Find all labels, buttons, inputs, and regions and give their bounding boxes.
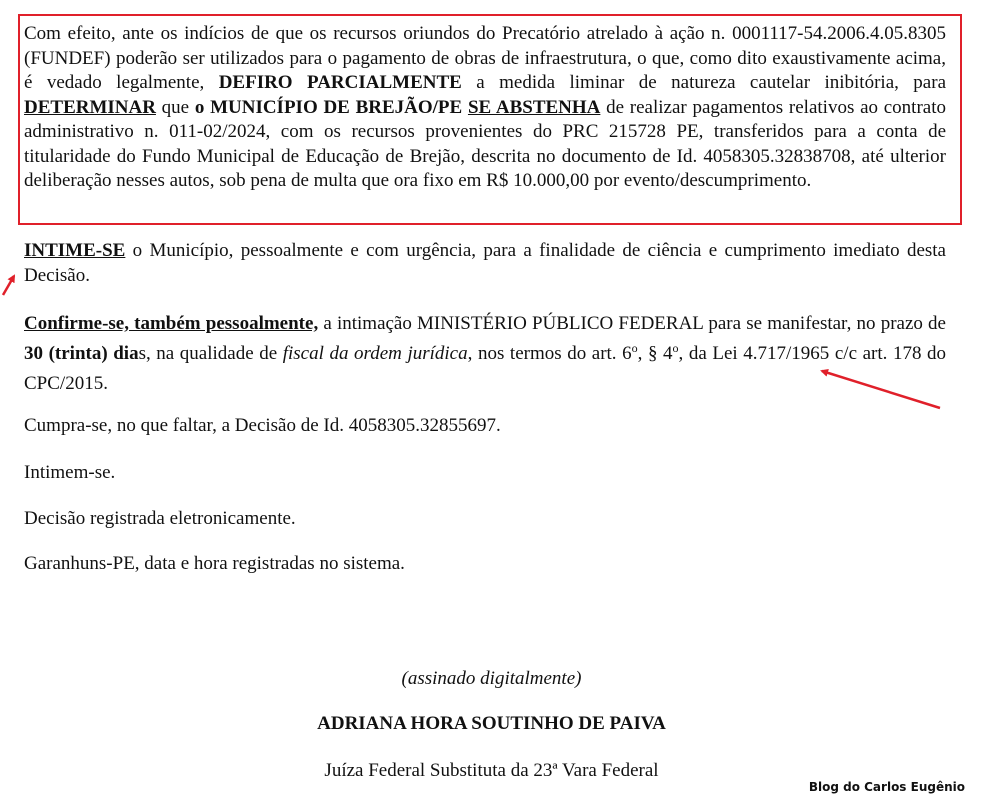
- determinar: DETERMINAR: [24, 96, 156, 118]
- confirme-text-2: s, na qualidade de: [138, 343, 283, 364]
- blog-watermark: Blog do Carlos Eugênio: [808, 780, 965, 794]
- intimem-se-line: Intimem-se.: [24, 462, 116, 483]
- confirme-se: Confirme-se, também pessoalmente,: [24, 313, 319, 334]
- arrow-left: [3, 276, 14, 295]
- decision-text-2: a medida liminar de natureza cautelar inibitória, para: [461, 72, 946, 93]
- arrow-right: [822, 371, 940, 408]
- local-data-line: Garanhuns-PE, data e hora registradas no sistema.: [24, 553, 405, 574]
- ordinal-sup-1: o: [631, 341, 638, 355]
- decision-text-1: Com efeito, ante os indícios de que os recursos oriundos do Precatório atrelado à ação n. 0001117-54.2006.4.05.8305 (FUNDEF) poderão ser utilizados para o pagamento de obras de infraestrutura, o que, como dito exaustivamente acima, é vedado legalmente,: [24, 23, 946, 93]
- prazo-trinta-dias: 30 (trinta) dia: [24, 343, 139, 364]
- se-abstenha: SE ABSTENHA: [467, 96, 601, 118]
- municipio-brejao: o MUNICÍPIO DE BREJÃO/PE: [194, 96, 468, 118]
- signatory-name: ADRIANA HORA SOUTINHO DE PAIVA: [317, 713, 666, 734]
- confirme-text-3: , nos termos do art. 6: [467, 343, 632, 364]
- cumpra-se-line: Cumpra-se, no que faltar, a Decisão de Id. 4058305.32855697.: [24, 415, 501, 436]
- intime-se: INTIME-SE: [24, 240, 126, 261]
- decision-text-3: que: [155, 96, 195, 118]
- signatory-role: Juíza Federal Substituta da 23ª Vara Federal: [324, 760, 659, 781]
- signature-note: (assinado digitalmente): [401, 668, 582, 689]
- decision-text-4: de realizar pagamentos relativos ao contrato administrativo n. 011-02/2024, com os recursos provenientes do PRC 215728 PE, transferidos para a conta de titularidade do Fundo Municipal de Educação de Brejão, descrita no documento de Id. 4058305.32838708, até ulterior deliberação nesses autos, sob pena de multa que ora fixo em R$ 10.000,00 por evento/descumprimento.: [24, 96, 946, 191]
- registrada-line: Decisão registrada eletronicamente.: [24, 508, 296, 529]
- intime-text: o Município, pessoalmente e com urgência, para a finalidade de ciência e cumprimento imediato desta Decisão.: [24, 240, 946, 286]
- confirme-text-4: , § 4: [637, 343, 673, 364]
- confirme-text-1: a intimação MINISTÉRIO PÚBLICO FEDERAL para se manifestar, no prazo de: [318, 313, 946, 334]
- fiscal-ordem-juridica: fiscal da ordem jurídica: [282, 343, 468, 364]
- defiro-parcialmente: DEFIRO PARCIALMENTE: [218, 72, 462, 93]
- confirme-text-5: , da Lei 4.717/1965 c/c art. 178 do CPC/2015.: [24, 343, 947, 394]
- ordinal-sup-2: o: [672, 341, 679, 355]
